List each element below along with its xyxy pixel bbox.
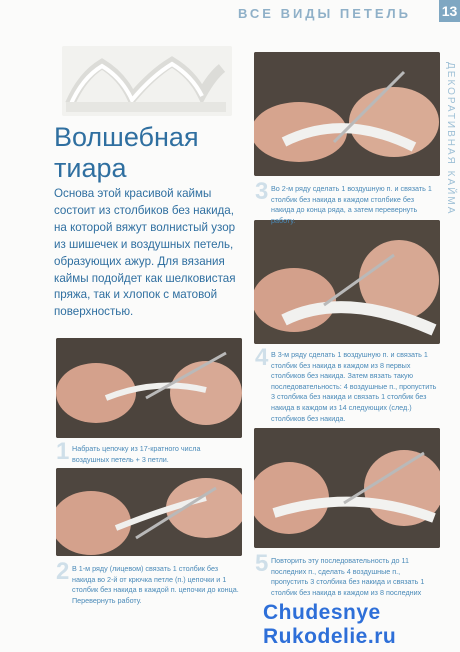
intro-paragraph: Основа этой красивой каймы состоит из столбиков без накида, на которой вяжут волнистый узор из шишечек и воздушных петель, образующих ажур. Для вязания каймы подойдет как шелковистая пряжа, так и хлопок с матовой поверхностью.	[54, 187, 236, 319]
step-2-photo	[56, 468, 242, 556]
page-number: 13	[439, 0, 460, 22]
step-2-number: 2	[56, 558, 70, 585]
step-5-text: Повторить эту последовательность до 11 последних п., сделать 4 воздушные п., пропустить 3 столбика без накида и связать 1 столбик без накида в каждом из 8 последних	[271, 556, 425, 597]
side-section-label: ДЕКОРАТИВНАЯ КАЙМА	[445, 62, 456, 216]
step-1-photo	[56, 338, 242, 438]
site-watermark: Chudesnye Rukodelie.ru	[263, 601, 397, 648]
step-1-text: Набрать цепочку из 17-кратного числа воздушных петель + 3 петли.	[72, 444, 201, 464]
title-line-1: Волшебная	[54, 122, 199, 152]
step-4-text: В 3-м ряду сделать 1 воздушную п. и связать 1 столбик без накида в каждом из 8 первых столбиков без накида. Затем вязать такую последовательность: 4 воздушные п., пропустить 3 столбика без накида и связать 1 столбик без накида в каждом из 14 следующих (след.) столбиков без накида.	[271, 350, 437, 423]
article-title	[54, 122, 199, 184]
page-header	[0, 0, 460, 34]
step-3-photo	[254, 52, 440, 176]
step-3-number: 3	[255, 178, 269, 205]
section-title: ВСЕ ВИДЫ ПЕТЕЛЬ	[238, 6, 411, 21]
title-line-2: тиара	[54, 153, 127, 183]
step-2-text: В 1-м ряду (лицевом) связать 1 столбик без накида во 2-й от крючка петле (п.) цепочки и 1 столбик без накида в каждой п. цепочки до конца. Перевернуть работу.	[72, 564, 239, 605]
step-5-number: 5	[255, 550, 269, 577]
step-5-photo	[254, 428, 440, 548]
step-1-number: 1	[56, 438, 70, 465]
lace-edging-photo	[62, 46, 232, 116]
step-4-number: 4	[255, 344, 269, 371]
step-3-text: Во 2-м ряду сделать 1 воздушную п. и связать 1 столбик без накида в каждом столбике без накида до конца ряда, а затем перевернуть работу.	[271, 184, 432, 225]
step-4-photo	[254, 220, 440, 344]
